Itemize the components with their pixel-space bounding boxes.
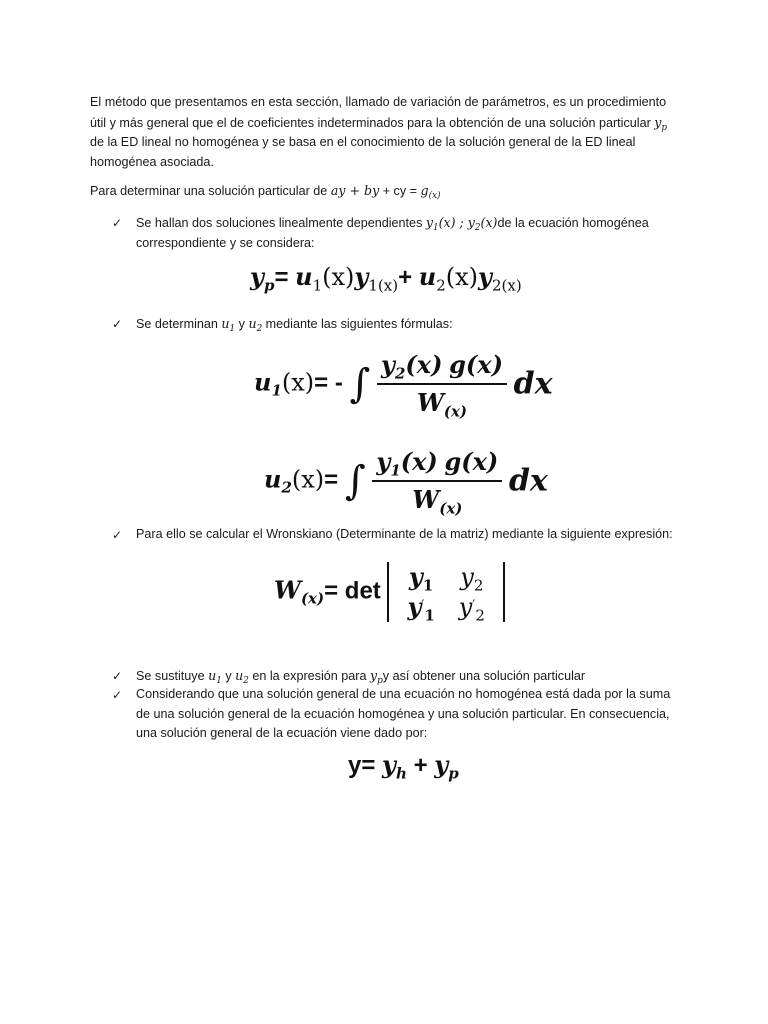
eq-u2-num-sub: 1 <box>390 461 401 480</box>
m22-prime: ′ <box>472 597 476 613</box>
eq-yp-y: y <box>250 262 264 291</box>
bullet-general: Considerando que una solución general de una ecuación no homogénea está dada por la suma de una solución general de la ecuación homogénea y una solución particular. En consecuencia, una solución general de la ecuación viene dado por: <box>136 687 671 740</box>
yp-b4-sub: p <box>377 676 383 687</box>
eq-u1-num-y: y <box>381 350 395 379</box>
u2-inline-sub: 2 <box>256 324 263 335</box>
u1-b4-symbol: u <box>208 668 217 683</box>
eq-u1-num-arg: (x) <box>405 350 443 379</box>
eq-yp-y2-sub: 2(x) <box>491 276 522 295</box>
intro-text-tail: de la ED lineal no homogénea y se basa en el conocimiento de la solución general de la ED lineal homogénea asociada. <box>90 135 636 169</box>
equation-u1 <box>254 350 553 421</box>
y2-symbol: y <box>467 215 475 230</box>
bullet-substitute <box>136 666 681 687</box>
bullet-formulas <box>136 314 681 335</box>
ode-equation <box>330 183 441 202</box>
eq-u2-sub: 2 <box>281 478 292 497</box>
u2-b4-symbol: u <box>235 668 244 683</box>
eq-u2-dx: dx <box>508 463 548 499</box>
bullet-solutions <box>136 213 681 253</box>
y-separator: ; <box>455 215 468 230</box>
eq-u1-num-sub: 2 <box>394 364 406 383</box>
eq-yp-y1: y <box>354 262 369 291</box>
eq-w-symbol: W <box>274 575 301 605</box>
yp-inline-b4 <box>370 668 383 687</box>
bullet-4-text-b: en la expresión para <box>248 669 370 683</box>
bullet-4-and: y <box>221 669 236 683</box>
eq-w-arg: (x) <box>300 589 325 608</box>
eq-u2-den-w: W <box>412 485 440 514</box>
eq-u2-num-g: g <box>444 447 462 476</box>
eq-general-yp-sub: p <box>448 764 459 783</box>
bullet-4-text-a: Se sustituye <box>136 669 205 683</box>
ode-b-term: by <box>364 183 380 198</box>
eq-general-y: y <box>348 752 362 779</box>
y1-sub: 1 <box>433 223 439 234</box>
check-icon: ✓ <box>112 216 123 230</box>
matrix-cell-12 <box>447 562 497 592</box>
equation-general <box>348 750 459 783</box>
eq-u2-fraction <box>372 447 502 518</box>
check-icon: ✓ <box>112 528 123 542</box>
eq-yp-u1-sub: 1 <box>312 276 323 295</box>
eq-general-equals: = <box>361 752 383 779</box>
m21-y: y <box>407 592 422 621</box>
u1-inline-symbol: u <box>221 316 230 331</box>
wronskian-matrix <box>387 562 504 625</box>
eq-u2-u: u <box>264 464 282 494</box>
eq-yp-u1: u <box>295 262 313 291</box>
eq-u2-num-arg: (x) <box>400 447 438 476</box>
matrix-row <box>395 562 496 592</box>
eq-u1-num-g-arg: (x) <box>465 350 503 379</box>
eq-u1-dx: dx <box>513 366 553 402</box>
yp-y: y <box>654 114 662 130</box>
y1-symbol: y <box>425 215 433 230</box>
eq-u1-den-arg: (x) <box>443 402 468 421</box>
bullet-1-text-b: de la ecuación homogénea correspondiente y se considera: <box>136 216 649 250</box>
u2-b4-sub: 2 <box>243 676 249 687</box>
u1-inline-b4 <box>208 668 222 687</box>
ode-a-term: ay <box>330 183 346 198</box>
u1-inline-sub: 1 <box>229 324 236 335</box>
u2-inline-b4 <box>235 668 249 687</box>
matrix-cell-21 <box>395 592 446 625</box>
eq-yp-u2-arg: (x) <box>445 263 479 291</box>
bullet-4-text-c: y así obtener una solución particular <box>382 669 586 683</box>
check-icon: ✓ <box>112 317 123 331</box>
eq-u2-num-g-arg: (x) <box>461 447 499 476</box>
integral-icon: ∫ <box>349 361 371 407</box>
eq-u2-num-y: y <box>376 447 391 476</box>
bullet-2-and: y <box>235 317 249 331</box>
ode-g-arg: (x) <box>428 191 441 202</box>
matrix-table <box>395 562 496 625</box>
yp-b4-symbol: y <box>370 668 378 683</box>
u2-inline <box>248 316 263 335</box>
ode-c-term: + cy = <box>379 184 421 198</box>
y2-arg: (x) <box>480 215 498 230</box>
eq-general-yh: y <box>382 750 396 779</box>
matrix-cell-11 <box>395 562 446 595</box>
intro-text: El método que presentamos en esta sección, llamado de variación de parámetros, es un procedimiento útil y más general que el de coeficientes indeterminados para la obtención de una solución particular <box>90 95 667 130</box>
intro-paragraph <box>90 93 675 172</box>
m22-y: y <box>458 592 473 621</box>
eq-yp-sub: p <box>263 276 275 295</box>
y2-sub: 2 <box>474 223 481 234</box>
m21-sub: 1 <box>424 606 435 625</box>
eq-u2-equals: = <box>324 466 339 494</box>
bullet-1-text-a: Se hallan dos soluciones linealmente dependientes <box>136 216 423 230</box>
eq-u1-numerator <box>377 350 507 385</box>
check-icon: ✓ <box>112 688 123 702</box>
m12-y: y <box>460 562 474 591</box>
bullet-wronskian: Para ello se calcular el Wronskiano (Determinante de la matriz) mediante la siguiente expresión: <box>136 527 673 541</box>
yp-sub: p <box>661 122 668 133</box>
eq-u2-numerator <box>372 447 502 482</box>
matrix-row <box>395 592 496 622</box>
bullet-2-text-a: Se determinan <box>136 317 218 331</box>
u1-inline <box>221 316 236 335</box>
eq-u1-num-g: g <box>449 350 466 379</box>
equation-wronskian <box>274 562 505 625</box>
eq-u1-den-w: W <box>416 388 444 417</box>
eq-yp-y1-sub: 1(x) <box>368 276 399 295</box>
eq-general-plus: + <box>406 752 435 779</box>
eq-u2-den-arg: (x) <box>439 499 463 518</box>
y1-arg: (x) <box>438 215 456 230</box>
eq-u1-fraction <box>377 350 507 421</box>
eq-u1-arg: (x) <box>281 368 315 397</box>
ode-g: g <box>420 183 429 198</box>
eq-u2-arg: (x) <box>291 465 325 494</box>
eq-u1-denominator <box>377 385 507 421</box>
m11-sub: 1 <box>422 576 434 595</box>
m22-sub: 2 <box>475 605 485 624</box>
m11-y: y <box>408 562 423 591</box>
m12-sub: 2 <box>473 575 484 594</box>
ode-intro-text: Para determinar una solución particular de <box>90 184 328 198</box>
u1-b4-sub: 1 <box>216 676 222 687</box>
y1-y2-inline <box>425 215 498 234</box>
check-icon: ✓ <box>112 669 123 683</box>
ode-paragraph <box>90 181 675 202</box>
eq-u2-denominator <box>372 482 502 518</box>
equation-yp <box>250 262 522 295</box>
eq-yp-u2-sub: 2 <box>436 276 446 295</box>
u2-inline-symbol: u <box>248 316 257 331</box>
matrix-cell-22 <box>447 592 497 622</box>
eq-u1-u: u <box>254 367 272 397</box>
eq-yp-u1-arg: (x) <box>322 263 355 291</box>
eq-w-det: = det <box>324 577 381 605</box>
eq-u1-sub: 1 <box>271 381 282 400</box>
equation-u2 <box>264 447 548 518</box>
eq-yp-u2: u <box>418 262 437 291</box>
bullet-2-text-b: mediante las siguientes fórmulas: <box>262 317 453 331</box>
eq-general-yp: y <box>434 750 449 779</box>
eq-u1-equals: = - <box>314 369 343 397</box>
yp-inline-symbol <box>654 114 668 133</box>
integral-icon: ∫ <box>344 458 366 504</box>
eq-general-yh-sub: h <box>396 764 407 783</box>
m21-prime: ′ <box>421 598 425 614</box>
eq-yp-equals: = <box>274 264 296 291</box>
ode-plus-1: + <box>345 183 365 198</box>
eq-yp-y2: y <box>478 262 492 291</box>
eq-yp-plus: + <box>398 264 419 291</box>
